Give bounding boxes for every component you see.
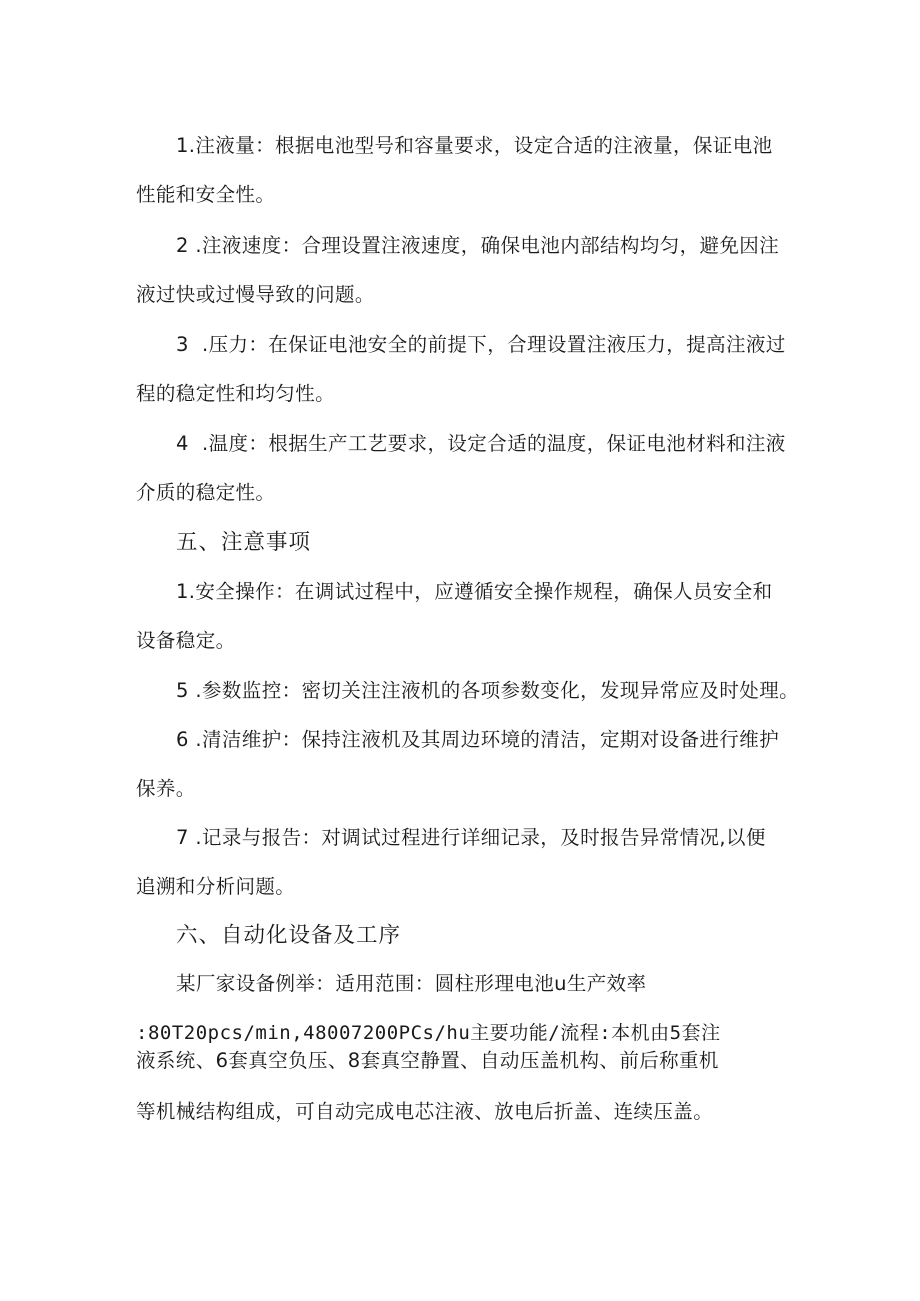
s5-item-3-line-1: 6 .清洁维护：保持注液机及其周边环境的清洁，定期对设备进行维护 xyxy=(176,728,780,751)
s6-para-line-2: :80T20pcs/min,48007200PCs/hu主要功能/流程:本机由5套注 xyxy=(136,1022,721,1044)
item-3-line-1: 3 .压力：在保证电池安全的前提下，合理设置注液压力，提高注液过 xyxy=(176,333,786,356)
item-1-line-2: 性能和安全性。 xyxy=(136,183,276,206)
item-2-line-2: 液过快或过慢导致的问题。 xyxy=(136,283,375,306)
s5-item-3-line-2: 保养。 xyxy=(136,777,196,800)
item-4-line-2: 介质的稳定性。 xyxy=(136,481,276,504)
item-1-line-1: 1.注液量：根据电池型号和容量要求，设定合适的注液量，保证电池 xyxy=(176,134,773,157)
s6-para-line-1: 某厂家设备例举：适用范围：圆柱形理电池u生产效率 xyxy=(176,972,647,995)
item-2-line-1: 2 .注液速度：合理设置注液速度，确保电池内部结构均匀，避免因注 xyxy=(176,234,780,257)
s5-item-1-line-1: 1.安全操作：在调试过程中，应遵循安全操作规程，确保人员安全和 xyxy=(176,580,773,603)
s5-item-2-line-1: 5 .参数监控：密切关注注液机的各项参数变化，发现异常应及时处理。 xyxy=(176,679,800,702)
section-5-heading: 五、注意事项 xyxy=(176,530,312,555)
item-3-line-2: 程的稳定性和均匀性。 xyxy=(136,382,336,405)
s5-item-4-line-2: 追溯和分析问题。 xyxy=(136,875,296,898)
s6-para-line-3: 液系统、6套真空负压、8套真空静置、自动压盖机构、前后称重机 xyxy=(136,1049,719,1072)
item-4-line-1: 4 .温度：根据生产工艺要求，设定合适的温度，保证电池材料和注液 xyxy=(176,432,786,455)
section-6-heading: 六、自动化设备及工序 xyxy=(176,923,402,948)
s5-item-1-line-2: 设备稳定。 xyxy=(136,629,236,652)
s5-item-4-line-1: 7 .记录与报告：对调试过程进行详细记录，及时报告异常情况,以便 xyxy=(176,826,766,849)
s6-para-line-4: 等机械结构组成，可自动完成电芯注液、放电后折盖、连续压盖。 xyxy=(136,1100,714,1123)
